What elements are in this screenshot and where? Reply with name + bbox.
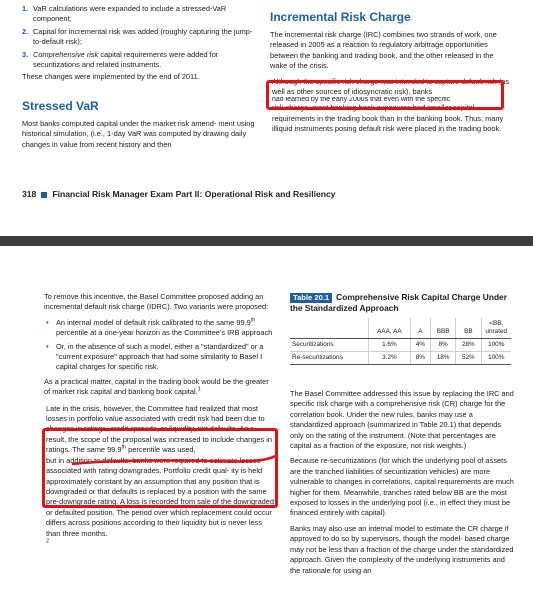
list-item [44,342,276,373]
list-text-emphasis: Comprehensive risk [33,49,99,59]
table-cell: Securitizations [290,339,368,352]
changes-list [22,4,258,70]
superscript: th [121,444,127,451]
page-number: 318 [22,189,37,199]
underline-stroke [72,456,275,464]
list-number: 1. [22,4,29,13]
list-text: capital requirements were added for securitizations and related instruments. [33,49,219,70]
table-cell: 52% [456,352,481,365]
table-cell: 28% [456,339,481,352]
table-cell: 8% [430,339,455,352]
table-cell: 1.6% [368,339,410,352]
page-footer [22,189,502,199]
table-cell: 4% [410,339,430,352]
bullet-text: Or, in the absence of such a model, either a "standardized" or a "current exposure" approach that had some similarity to Basel I capital charges for specific risk. [56,341,264,372]
irc-paragraph-1: The incremental risk charge (IRC) combines two strands of work, one released in 2005 as a reaction to regulatory arbitrage opportunities between the banking and trading book, and the other released in the wake of the crisis. [270,30,497,71]
irc-heading: Incremental Risk Charge [270,10,411,24]
list-text: VaR calculations were expanded to include a stressed-VaR component; [33,4,227,24]
cr-paragraph-2: Because re-securitizations (for which the underlying pool of assets are the tranched liabilities of securitization vehicles) are more vulnerable to changes in correlations, capital requirements are much higher for them. Meanwhile, tranches rated below BB are the most exposed to losses in the underlying pool (i.e., in effect they must be financed entirely with capital). [290,456,514,518]
table-cell: 3.2% [368,352,410,365]
table-title-text: Comprehensive Risk Capital Charge Under the Standardized Approach [290,292,507,313]
red-annotation-box-irc [266,80,504,110]
table-header-row [290,318,511,339]
idrc-intro: To remove this incentive, the Basel Committee proposed adding an incremental default risk charge (IDRC). Two variants were proposed: [44,292,269,312]
left-column-top [22,4,258,154]
bullet-icon: • [46,341,49,351]
table-header-cell: BBB [430,318,455,339]
right-column-bottom [290,292,514,580]
footer-square-icon [41,192,47,198]
late-crisis-text: Late in the crisis, however, the Committee had realized that most losses in portfolio value associated with credit risk had been due to changes in ratings, credit spreads, or liquidity, not defaults. As a result, the scope of the proposal was increased to include changes in ratings. The same 99.9 [46,403,272,455]
irc-continued-text: risk charge, most banking-book exposures had smaller capital requirements in the trading book than in the banking book. Thus, many illiquid instruments posing default risk were placed in the trading book. [272,103,504,134]
table-cell: 8% [410,352,430,365]
list-item [44,318,276,339]
table-row [290,339,511,352]
red-underline-annotation [70,450,280,470]
cr-paragraph-1: The Basel Committee addressed this issue by replacing the IRC and specific risk charge with a comprehensive risk (CR) charge for the correlation book. Under the new rules, banks may use a standardized approach (summarized in Table 20.1) that depends only on the rating of the instrument. (Note that percentages are capital as a fraction of the exposure, not risk weights.) [290,389,514,451]
table-header-cell: BB [456,318,481,339]
list-number: 3. [22,49,29,59]
table-header-cell [290,318,368,339]
table-row [290,352,511,365]
table-header-cell: <BB, unrated [481,318,511,339]
footnote-ref: 2 [46,538,50,545]
left-column-bottom [44,292,276,553]
page-bottom [0,246,533,599]
list-item [22,50,258,71]
practical-paragraph [44,377,276,398]
practical-text: As a practical matter, capital in the trading book would be the greater of market risk capital and banking book capital. [44,376,269,397]
table-header-cell: AAA, AA [368,318,410,339]
page-top [0,0,533,236]
table-cell: Re-securitizations [290,352,368,365]
variants-list [44,318,276,373]
irc-partially-hidden-line: had learned by the early 2000s that even with the specific [272,97,451,104]
bullet-text-rest: percentile at a one-year horizon as the Committee's IRB approach [56,328,273,338]
superscript: th [250,317,256,324]
right-column-top [270,10,510,139]
table-tag: Table 20.1 [290,293,332,303]
late-crisis-rest: percentile was used, [126,445,196,455]
capital-charge-table [290,318,511,365]
table-cell: 100% [481,339,511,352]
list-text: Capital for incremental risk was added (roughly capturing the jump-to-default risk); [33,26,253,47]
late-crisis-continued: but in addition to defaults, banks were required to estimate losses associated with rating downgrades. Portfolio credit qual- ity is held approximately constant by an assumption that any position that is downgraded or that defaults is replaced by a position with the same pre-downgrade rating. A loss is recorded from sale of the downgraded or defaulted position. The period over which replacement could occur differs across positions according to their liquidity but is never less than three months. [46,455,275,538]
table-title [290,292,514,313]
stressed-var-heading: Stressed VaR [22,98,99,113]
irc-highlight-text: Although the specific risk charge was intended to capture default risk (as well as other sources of idiosyncratic risk), banks [272,76,510,97]
implementation-note: These changes were implemented by the end of 2011. [22,72,200,82]
list-item [22,4,258,25]
page-divider [0,236,533,246]
table-cell: 100% [481,352,511,365]
footer-title: Financial Risk Manager Exam Part II: Operational Risk and Resiliency [52,189,336,199]
footnote-ref: 1 [197,386,201,393]
list-item [22,27,258,48]
table-cell: 18% [430,352,455,365]
bullet-icon: • [46,317,49,327]
bullet-text: An internal model of default risk calibrated to the same 99.9 [56,317,251,327]
table-header-cell: A [410,318,430,339]
stressed-var-text: Most banks computed capital under the market risk amend- ment using historical simulation, (i.e., 1-day VaR was computed by drawing daily changes in value from recent history and then [22,118,255,149]
list-number: 2. [22,26,29,36]
cr-paragraph-3: Banks may also use an internal model to estimate the CR charge if approved to do so by supervisors, though the model- based charge may not be less than a fraction of the charge under the standardized approach. Given the complexity of the underlying instruments and the rationale for using an [290,523,514,575]
